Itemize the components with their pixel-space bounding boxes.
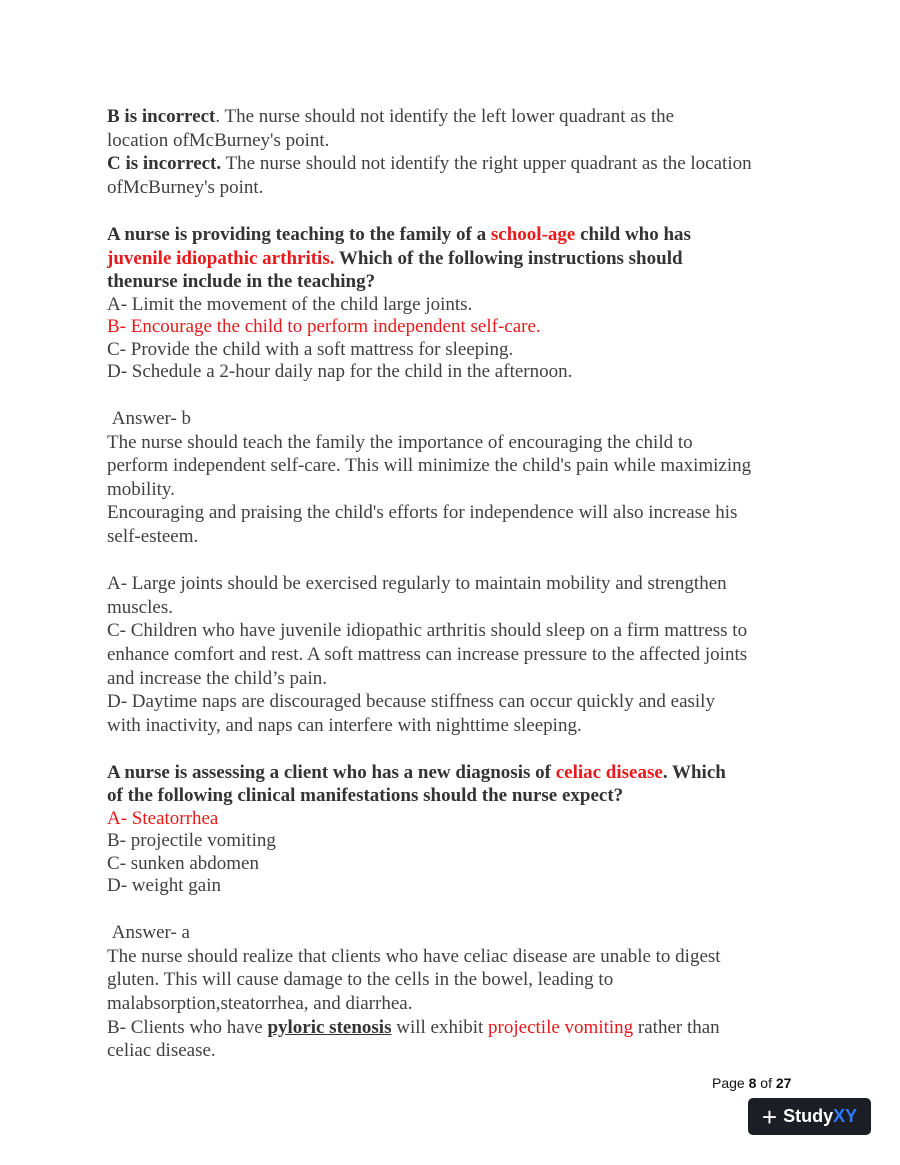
c-incorrect-line-2: ofMcBurney's point. [107,176,264,198]
q2-option-c: C- sunken abdomen [107,852,259,874]
q1-rationale-line: perform independent self-care. This will minimize the child's pain while maximizing [107,455,752,477]
page-number: Page 8 of 27 [712,1075,792,1091]
q1-option-d: D- Schedule a 2-hour daily nap for the child in the afternoon. [107,360,573,382]
pyloric-stenosis-term: pyloric stenosis [267,1016,392,1038]
q2-stem-line-2: of the following clinical manifestations should the nurse expect? [107,785,624,807]
q1-option-c: C- Provide the child with a soft mattress for sleeping. [107,338,514,360]
highlight-projectile-vomiting: projectile vomiting [488,1016,634,1038]
q2-option-d: D- weight gain [107,875,221,897]
q1-stem-line-3: thenurse include in the teaching? [107,271,376,293]
q1-distractor-line: and increase the child’s pain. [107,667,328,689]
studyxy-logo [748,1098,871,1135]
q1-stem-line-2: juvenile idiopathic arthritis. Which of the following instructions should [107,247,683,269]
q2-rationale-line: The nurse should realize that clients who have celiac disease are unable to digest [107,945,721,967]
q1-rationale-line: Encouraging and praising the child's efforts for independence will also increase his [107,502,738,524]
q2-option-a-correct: A- Steatorrhea [107,808,219,830]
b-incorrect-line-1: B is incorrect. The nurse should not identify the left lower quadrant as the [107,106,675,127]
q1-option-a: A- Limit the movement of the child large joints. [107,293,473,315]
q1-rationale-line: mobility. [107,478,175,500]
q2-option-b: B- projectile vomiting [107,830,276,852]
highlight-jia: juvenile idiopathic arthritis. [107,247,335,269]
q1-distractor-line: C- Children who have juvenile idiopathic arthritis should sleep on a firm mattress to [107,620,748,642]
q2-b-distractor-line-2: celiac disease. [107,1040,216,1062]
highlight-celiac: celiac disease [555,761,663,783]
q2-b-distractor-line-1: B- Clients who have pyloric stenosis will exhibit projectile vomiting rather than [107,1016,720,1038]
q1-stem-line-1: A nurse is providing teaching to the family of a school-age child who has [107,223,691,245]
highlight-school-age: school-age [490,223,576,245]
q2-rationale-line: malabsorption,steatorrhea, and diarrhea. [107,993,413,1015]
q2-rationale-line: gluten. This will cause damage to the cells in the bowel, leading to [107,969,614,991]
plus-icon: + [761,1101,778,1132]
q1-distractor-line: D- Daytime naps are discouraged because stiffness can occur quickly and easily [107,691,715,713]
q1-distractor-line: enhance comfort and rest. A soft mattress can increase pressure to the affected joints [107,643,748,665]
q1-rationale-line: self-esteem. [107,525,199,547]
c-incorrect-line-1: C is incorrect. The nurse should not identify the right upper quadrant as the location [107,153,752,175]
q1-option-b-correct: B- Encourage the child to perform independent self-care. [107,316,541,338]
q2-answer: Answer- a [107,922,190,944]
q1-distractor-line: A- Large joints should be exercised regularly to maintain mobility and strengthen [107,573,727,595]
q1-distractor-line: muscles. [107,596,173,618]
q2-stem-line-1: A nurse is assessing a client who has a new diagnosis of celiac disease. Which [107,761,726,783]
document-body [107,105,807,1063]
q1-rationale-line: The nurse should teach the family the importance of encouraging the child to [107,431,693,453]
q1-distractor-line: with inactivity, and naps can interfere with nighttime sleeping. [107,714,582,736]
logo-study-text: Study [783,1106,834,1126]
b-incorrect-line-2: location ofMcBurney's point. [107,129,330,151]
logo-xy-text: XY [833,1106,858,1126]
q1-answer: Answer- b [107,407,192,429]
